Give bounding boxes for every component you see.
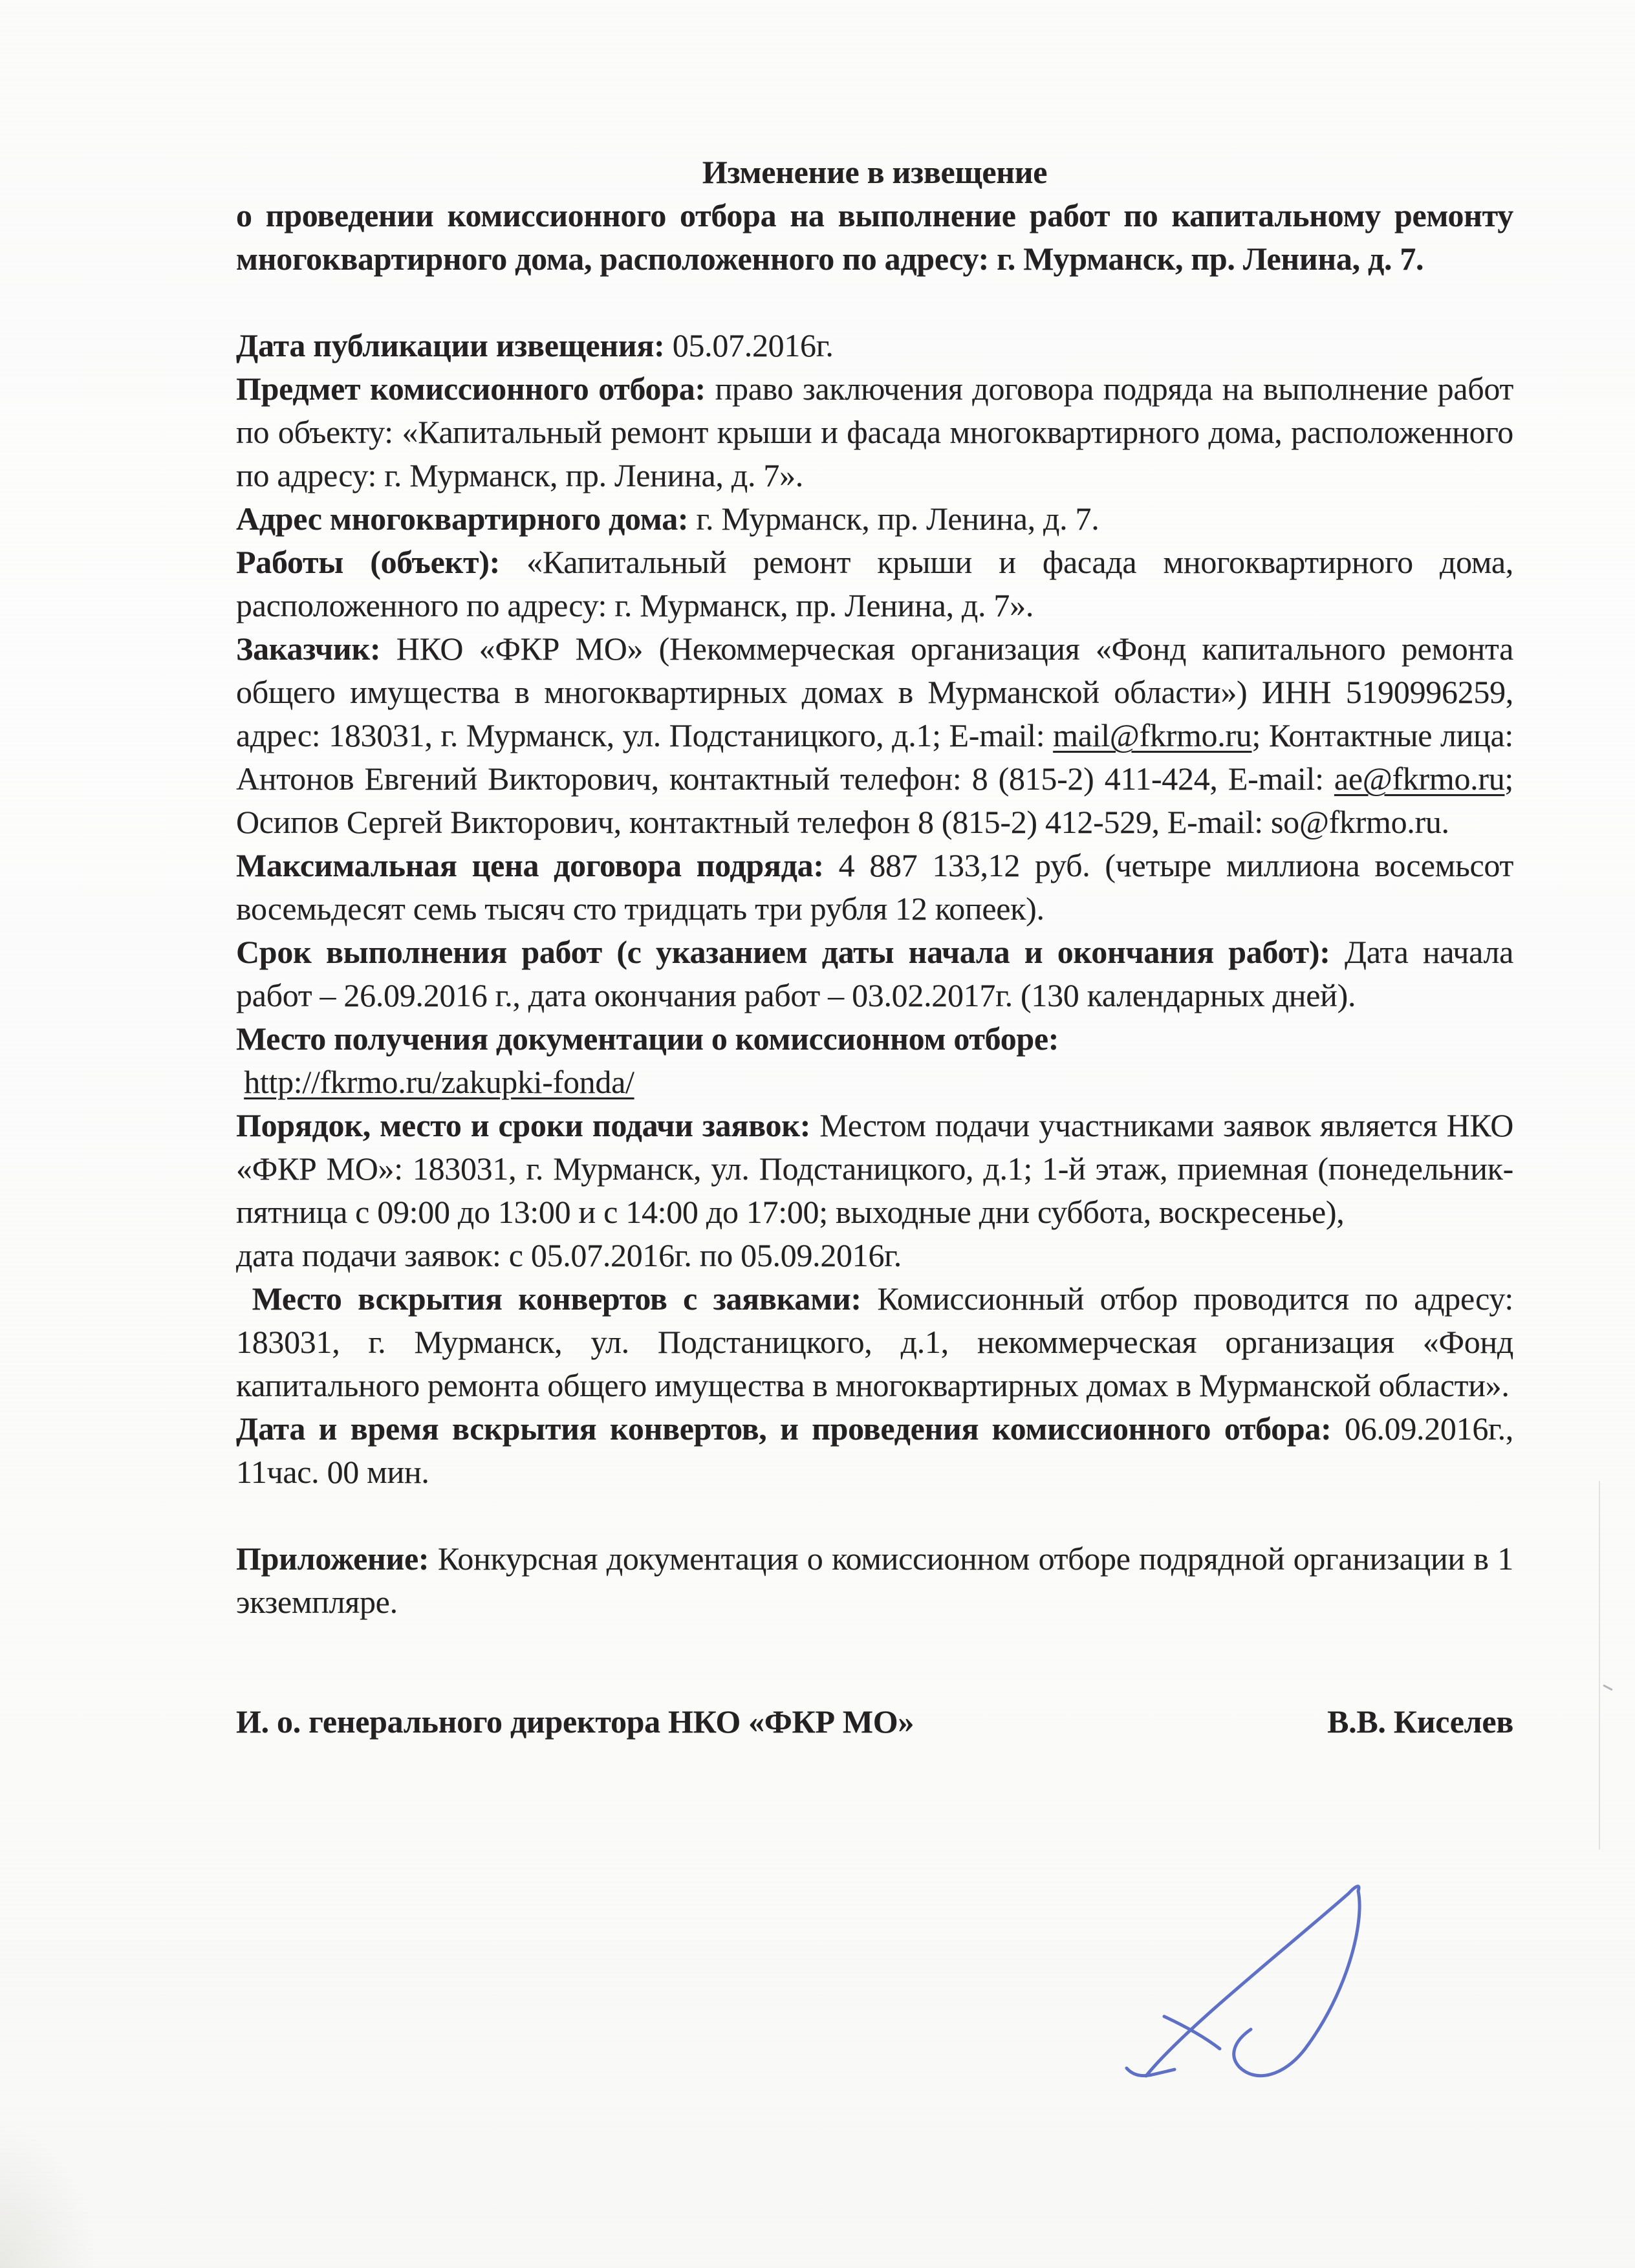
text-run: Адрес многоквартирного дома: [236,501,689,537]
text-run: Конкурсная документация о комиссионном отборе подрядной организации в 1 экземпляре. [236,1540,1513,1620]
text-run: Срок выполнения работ (с указанием даты начала и окончания работ): [236,934,1330,970]
text-run [236,1064,244,1100]
documentation-place-heading [236,1017,1513,1061]
paragraphs [236,324,1513,1624]
text-run: право заключения договора подряда на выполнение работ по объекту: «Капитальный ремонт крыши и фасада многоквартирного дома, расположенного по адресу: г. Мурманск, пр. Ленина, д. 7». [236,371,1513,493]
application-procedure [236,1104,1513,1234]
text-run: Заказчик: [236,631,381,667]
document-title: Изменение в извещение [702,154,1048,190]
signature-underline-stroke [1127,2068,1175,2076]
selection-subject [236,367,1513,497]
text-run: «Капитальный ремонт крыши и фасада многоквартирного дома, расположенного по адресу: г. Мурманск, пр. Ленина, д. 7». [236,544,1513,623]
text-run: ; Контактные лица: Антонов Евгений Викторович, контактный телефон: 8 (815-2) 411-424, E-mail: [236,717,1513,797]
signature-row [236,1700,1513,1744]
attachment [236,1537,1513,1624]
signature-main-stroke [1146,1886,1359,2076]
signer-position-label: И. о. генерального директора НКО «ФКР МО» [236,1703,915,1740]
text-run: Порядок, место и сроки подачи заявок: [236,1107,811,1143]
underlined-link-text: ae@fkrmo.ru [1334,761,1505,797]
text-run: дата подачи заявок: с 05.07.2016г. по 05.09.2016г. [236,1237,902,1273]
envelope-opening-place [236,1277,1513,1407]
text-run: Приложение: [236,1540,429,1577]
signer-name: В.В. Киселев [1327,1703,1513,1740]
text-run: ; Осипов Сергей Викторович, контактный телефон 8 (815-2) 412-529, E-mail: so@fkrmo.ru. [236,761,1513,840]
max-contract-price [236,844,1513,931]
stray-pen-mark [1603,1684,1613,1690]
envelope-opening-datetime [236,1407,1513,1494]
text-run: 06.09.2016г., 11час. 00 мин. [236,1410,1513,1490]
text-run: 4 887 133,12 руб. (четыре миллиона восемьсот восемьдесят семь тысяч сто тридцать три рубля 12 копеек). [236,847,1513,927]
text-run: Максимальная цена договора подряда: [236,847,824,883]
signature-cross-stroke [1164,2016,1220,2049]
scan-corner-shadow [0,2121,97,2268]
scan-streak-artifact [1599,1481,1600,1850]
application-dates [236,1234,1513,1277]
customer [236,627,1513,844]
underlined-link-text: http://fkrmo.ru/zakupki-fonda/ [244,1064,634,1100]
publication-date [236,324,1513,367]
documentation-url [236,1061,1513,1104]
handwritten-signature [1087,1863,1397,2115]
text-run: Место получения документации о комиссионном отборе: [236,1021,1059,1057]
text-run: Дата и время вскрытия конвертов, и проведения комиссионного отбора: [236,1410,1332,1447]
text-run: Дата публикации извещения: [236,327,665,363]
underlined-link-text: mail@fkrmo.ru [1053,717,1252,753]
text-run: Комиссионный отбор проводится по адресу: 183031, г. Мурманск, ул. Подстаницкого, д.1, некоммерческая организация «Фонд капитального ремонта общего имущества в многоквартирных домах в Мурманской области». [236,1280,1513,1403]
text-run: Место вскрытия конвертов с заявками: [236,1280,861,1317]
document-content [236,151,1513,1744]
document-subtitle: о проведении комиссионного отбора на выполнение работ по капитальному ремонту многоквартирного дома, расположенного по адресу: г. Мурманск, пр. Ленина, д. 7. [236,197,1513,277]
text-run: 05.07.2016г. [664,327,834,363]
text-run: Местом подачи участниками заявок является НКО «ФКР МО»: 183031, г. Мурманск, ул. Подстаницкого, д.1; 1-й этаж, приемная (понедельник- пятница с 09:00 до 13:00 и с 14:00 до 17:00; выходные дни суббота, воскресенье), [236,1107,1513,1230]
works-object [236,541,1513,627]
text-run: НКО «ФКР МО» (Некоммерческая организация «Фонд капитального ремонта общего имущества в многоквартирных домах в Мурманской области») ИНН 5190996259, адрес: 183031, г. Мурманск, ул. Подстаницкого, д.1; E-mail: [236,631,1513,753]
work-period [236,931,1513,1017]
text-run: Предмет комиссионного отбора: [236,371,706,407]
building-address [236,497,1513,541]
text-run: г. Мурманск, пр. Ленина, д. 7. [688,501,1099,537]
text-run: Дата начала работ – 26.09.2016 г., дата окончания работ – 03.02.2017г. (130 календарных дней). [236,934,1513,1013]
text-run: Работы (объект): [236,544,500,580]
